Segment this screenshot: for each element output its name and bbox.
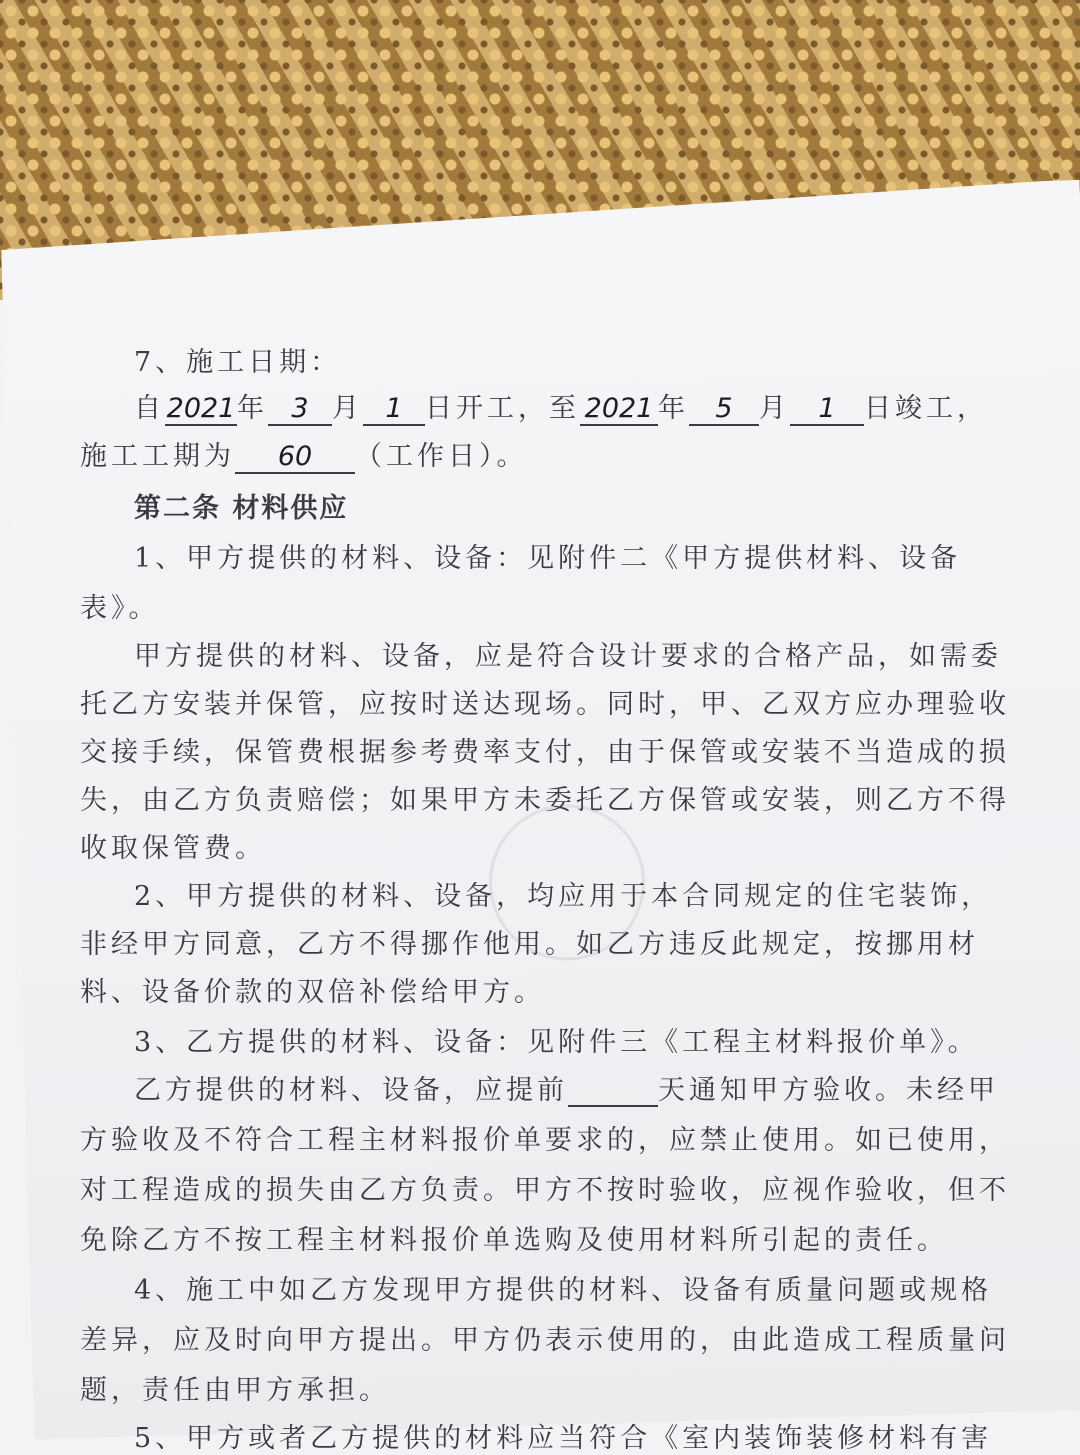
article2-line-5: 交接手续，保管费根据参考费率支付，由于保管或安装不当造成的损 xyxy=(80,737,1010,768)
article2-line-9: 非经甲方同意，乙方不得挪作他用。如乙方违反此规定，按挪用材 xyxy=(80,929,979,960)
article2-heading: 第二条 材料供应 xyxy=(134,493,349,524)
period-blank: 60 xyxy=(235,441,355,474)
article2-line-15: 免除乙方不按工程主材料报价单选购及使用材料所引起的责任。 xyxy=(80,1225,948,1256)
article2-line-18: 题，责任由甲方承担。 xyxy=(80,1375,390,1406)
end-year-blank: 2021 xyxy=(580,393,658,426)
start-year-blank: 2021 xyxy=(166,393,236,424)
item7-period-line: 施工工期为 60 （工作日）。 xyxy=(80,441,528,472)
article2-line-3: 甲方提供的材料、设备，应是符合设计要求的合格产品，如需委 xyxy=(134,641,1002,672)
article2-line-16: 4、施工中如乙方发现甲方提供的材料、设备有质量问题或规格 xyxy=(134,1275,993,1306)
article2-line-11: 3、乙方提供的材料、设备：见附件三《工程主材料报价单》。 xyxy=(134,1027,979,1058)
article2-line-6: 失，由乙方负责赔偿；如果甲方未委托乙方保管或安装，则乙方不得 xyxy=(80,785,1010,816)
item7-title: 7、施工日期： xyxy=(134,347,342,378)
article2-line-19: 5、甲方或者乙方提供的材料应当符合《室内装饰装修材料有害 xyxy=(134,1423,993,1454)
article2-line-7: 收取保管费。 xyxy=(80,833,266,864)
item7-date-line: 自2021年 3 月 1 日开工，至 2021 年 5 月 1 日竣工， xyxy=(134,393,988,424)
start-day-blank: 1 xyxy=(363,393,425,426)
article2-line-4: 托乙方安装并保管，应按时送达现场。同时，甲、乙双方应办理验收 xyxy=(80,689,1010,720)
article2-line-14: 对工程造成的损失由乙方负责。甲方不按时验收，应视作验收，但不 xyxy=(80,1175,1010,1206)
article2-line-8: 2、甲方提供的材料、设备，均应用于本合同规定的住宅装饰， xyxy=(134,881,993,912)
article2-line-13: 方验收及不符合工程主材料报价单要求的，应禁止使用。如已使用， xyxy=(80,1125,1010,1156)
article2-line-10: 料、设备价款的双倍补偿给甲方。 xyxy=(80,977,545,1008)
article2-line-2: 表》。 xyxy=(80,593,160,624)
notice-line: 乙方提供的材料、设备，应提前 天通知甲方验收。未经甲 xyxy=(134,1075,999,1106)
article2-line-1: 1、甲方提供的材料、设备：见附件二《甲方提供材料、设备 xyxy=(134,543,962,574)
end-month-blank: 5 xyxy=(689,393,759,426)
end-day-blank: 1 xyxy=(790,393,864,426)
start-month-blank: 3 xyxy=(268,393,332,426)
notice-days-blank xyxy=(568,1079,658,1107)
article2-line-17: 差异，应及时向甲方提出。甲方仍表示使用的，由此造成工程质量问 xyxy=(80,1325,1010,1356)
